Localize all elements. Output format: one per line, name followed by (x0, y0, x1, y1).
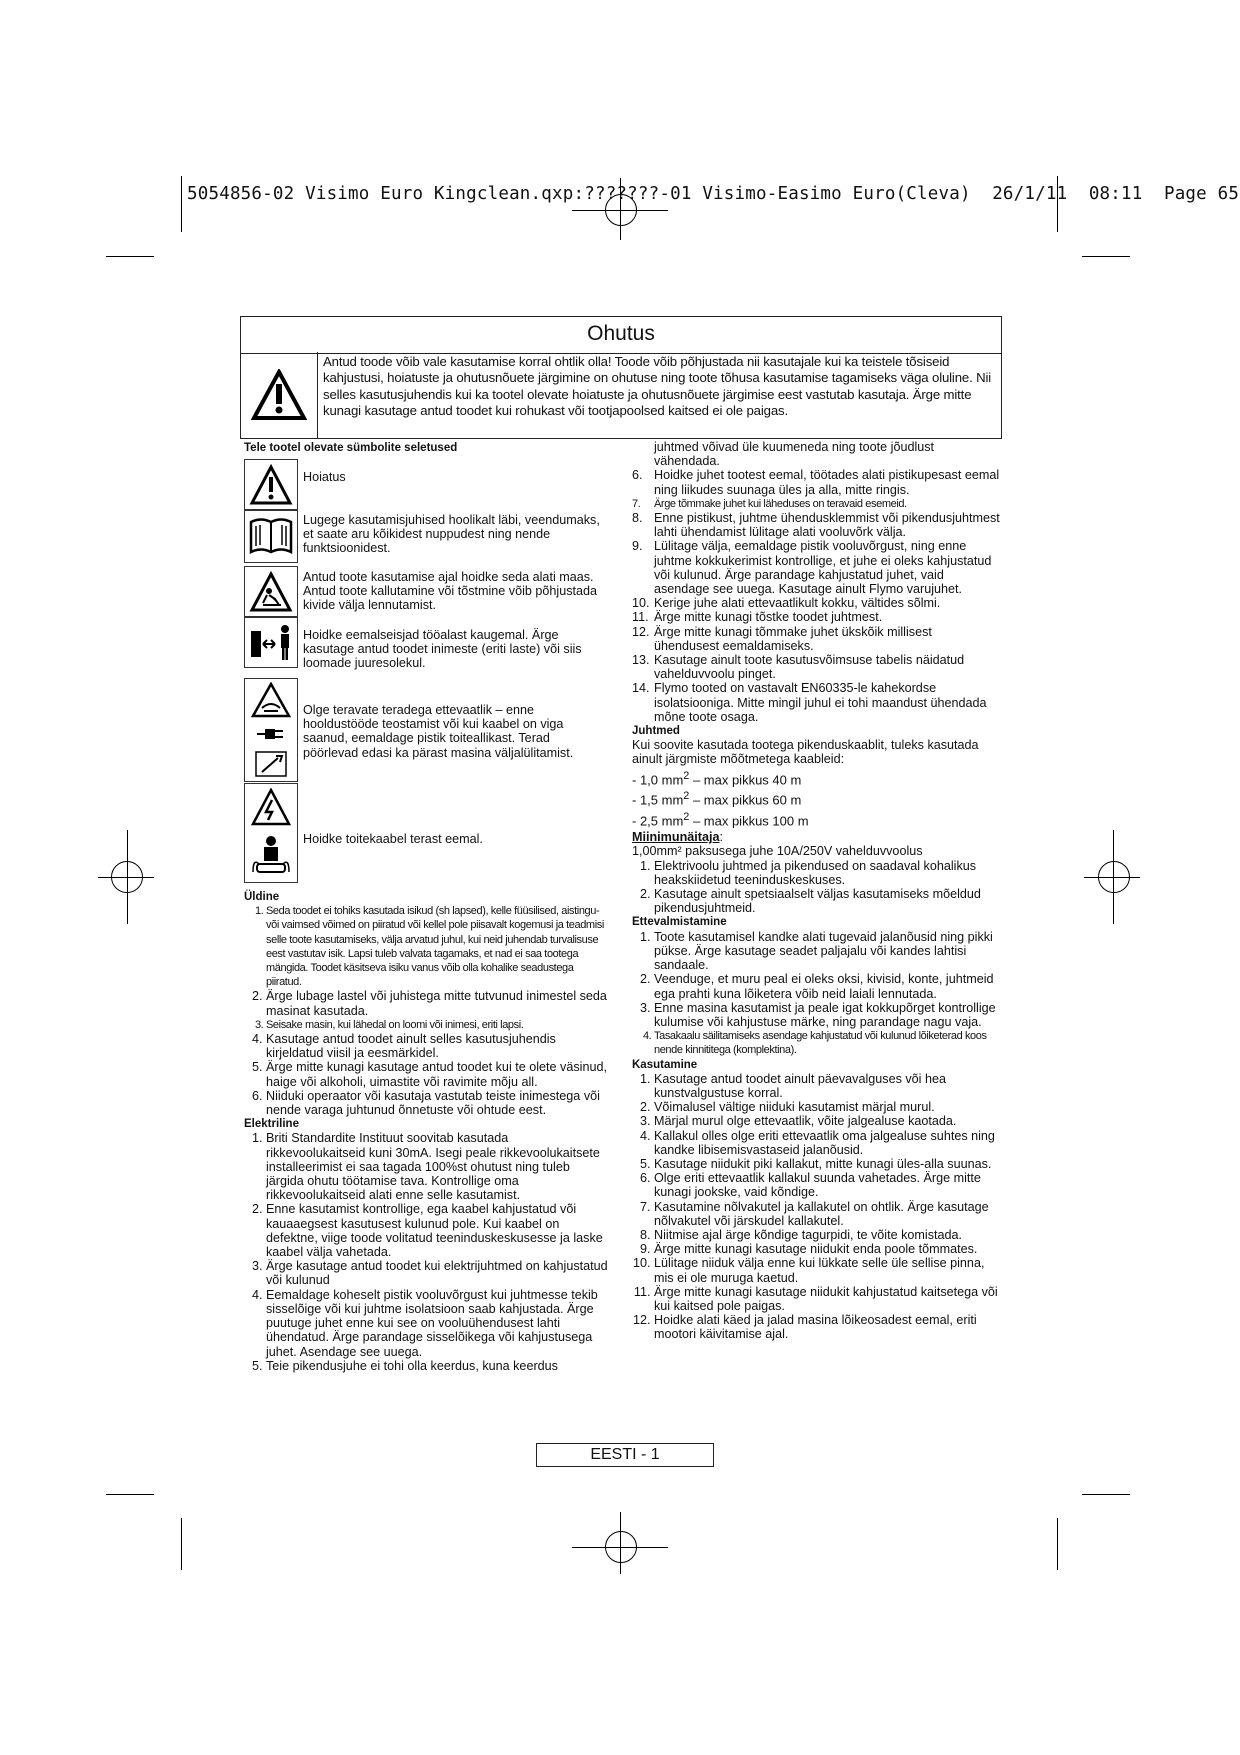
symbols-heading: Tele tootel olevate sümbolite seletused (244, 442, 458, 454)
list-item: Enne pistikust, juhtme ühendusklemmist või pikendusjuhtmest lahti ühendamist lülitage alati vooluvõrk välja. (654, 511, 1000, 540)
list-number: 12. (632, 624, 650, 639)
list-item: 1. Seda toodet ei tohiks kasutada isikud (sh lapsed), kelle füüsilised, aistingu- või vaimsed võimed on piiratud või kellel pole piisavalt kogemusi ja teadmisi selle toote kasutamiseks, välja arvatud juhul, kui neid juhendab turvalisuse eest vastutav isik. Lapsi tuleb valvata tagamaks, et nad ei saa tootega mängida. Toodet käsitseva isiku vanus võib olla kohalike seadustega piiratud. (266, 904, 608, 989)
list-item: 10. Lülitage niiduk välja enne kui lükkate selle üle sellise pinna, mis ei ole muruga kaetud. (654, 1256, 1000, 1284)
cable-size: - 1,5 mm (632, 792, 684, 808)
electrical-continued-list (632, 468, 1000, 724)
intro-text: Antud toode võib vale kasutamise korral ohtlik olla! Toode võib põhjustada nii kasutajale kui ka teistele tõsiseid kahjustusi, hoiatuste ja ohutusnõuete järgimine on ohutuse ning toote tõhusa kasutamise tagamiseks väga oluline. Nii selles kasutusjuhendis kui ka tootel olevate hoiatuste ja ohutusnõuete järgimise eest vastutab kasutaja. Ärge mitte kunagi kasutage antud toodet kui rohukast või tootjapoolsed kaitsed ei ole paigas. (323, 354, 992, 419)
list-number: 11. (632, 610, 649, 625)
book-icon (248, 516, 294, 556)
cable-size-row (632, 810, 1000, 829)
general-list (244, 904, 608, 1117)
list-item: 2. Kasutage ainult spetsiaalselt väljas kasutamiseks mõeldud pikendusjuhtmeid. (654, 887, 1000, 915)
page-footer: EESTI - 1 (536, 1443, 714, 1467)
crop-mark (1057, 1518, 1058, 1570)
list-item: Ärge mitte kunagi tõstke toodet juhtmest. (654, 610, 883, 625)
list-item: 2. Ärge lubage lastel või juhistega mitte tutvunud inimestel seda masinat kasutada. (266, 989, 608, 1017)
list-number: 13. (632, 653, 650, 668)
list-item: 2. Võimalusel vältige niiduki kasutamist märjal murul. (654, 1100, 1000, 1114)
list-item: 5. Ärge mitte kunagi kasutage antud toodet kui te olete väsinud, haige või alkoholi, uimastite või ravimite mõju all. (266, 1060, 608, 1088)
crop-mark (1082, 1494, 1130, 1495)
list-item: Kerige juhe alati ettevaatlikult kokku, vältides sõlmi. (654, 596, 941, 611)
registration-line (620, 1512, 621, 1574)
list-item: 9. Ärge mitte kunagi kasutage niidukit enda poole tõmmates. (654, 1242, 1000, 1256)
list-item: 5. Teie pikendusjuhe ei tohi olla keerdus, kuna keerdus (266, 1359, 608, 1373)
left-column-lists (244, 890, 608, 1373)
cable-unit-sup: 2 (683, 769, 690, 782)
page-title: Ohutus (240, 316, 1002, 354)
cable-mower-icon (249, 834, 293, 878)
cable-length: – max pikkus 60 m (689, 792, 802, 808)
preparation-list (632, 930, 1000, 1058)
list-item: 4. Tasakaalu säilitamiseks asendage kahjustatud või kulunud lõiketerad koos nende kinnititega (komplektina). (654, 1029, 1000, 1057)
symbol-text: Olge teravate teradega ettevaatlik – enne hooldustööde teostamist või kui kaabel on viga saanud, eemaldage pistik toiteallikast. Terad pöörlevad edasi ka pärast masina väljalülitamist. (303, 703, 574, 760)
keep-distance-icon (248, 621, 294, 663)
list-item: 1. Kasutage antud toodet ainult päevavalguses või hea kunstvalgustuse korral. (654, 1072, 1000, 1100)
list-item: 3. Enne masina kasutamist ja peale igat kokkupõrget kontrollige kulumise või kahjustuse märke, ning parandage nagu vaja. (654, 1001, 1000, 1029)
list-item: 1. Briti Standardite Instituut soovitab kasutada rikkevoolukaitseid kuni 30mA. Isegi peale rikkevoolukaitsete installeerimist ei saa tagada 100%st ohutust ning tuleb järgida ohutu töötamise tava. Kontrollige oma rikkevoolukaitseid alati enne selle kasutamist. (266, 1131, 608, 1202)
list-number: 14. (632, 681, 650, 696)
cables-heading: Juhtmed (632, 725, 680, 738)
right-column (632, 440, 1000, 1342)
list-item: 12. Hoidke alati käed ja jalad masina lõikeosadest eemal, eriti mootori käivitamise ajal. (654, 1313, 1000, 1341)
registration-line (1113, 830, 1114, 924)
list-item: 4. Kasutage antud toodet ainult selles kasutusjuhendis kirjeldatud viisil ja eesmärkidel. (266, 1032, 608, 1060)
crop-mark (1082, 256, 1130, 257)
colon: : (719, 830, 723, 845)
preparation-heading: Ettevalmistamine (632, 916, 727, 929)
symbol-text: Hoiatus (303, 470, 346, 484)
list-item: 3. Märjal murul olge ettevaatlik, võite jalgealuse kaotada. (654, 1114, 1000, 1128)
cable-unit-sup: 2 (683, 790, 690, 803)
registration-line (127, 830, 128, 924)
cable-length: – max pikkus 100 m (689, 813, 809, 829)
list-item: 3. Seisake masin, kui lähedal on loomi või inimesi, eriti lapsi. (266, 1018, 608, 1032)
registration-line (98, 877, 154, 878)
list-item: 4. Eemaldage koheselt pistik vooluvõrgust kui juhtmesse tekib sisselõige või kui juhtme isolatsioon saab kahjustada. Ärge puutuge juhet enne kui see on vooluühendusest lahti ühendatud. Ärge parandage sisselõikega või kahjustusega juhet. Asendage see uuega. (266, 1288, 608, 1359)
list-number: 10. (632, 596, 650, 611)
min-rating-text: 1,00mm² paksusega juhe 10A/250V vahelduvvoolus (632, 844, 923, 859)
list-item: 3. Ärge kasutage antud toodet kui elektrijuhtmed on kahjustatud või kulunud (266, 1259, 608, 1287)
symbol-box-thrown-objects (244, 566, 298, 618)
min-rating-heading: Miinimunäitaja (632, 830, 720, 845)
symbol-text: Hoidke toitekaabel terast eemal. (303, 832, 483, 846)
cable-size: - 1,0 mm (632, 772, 684, 787)
symbol-box-electric-shock (244, 783, 298, 883)
print-slug: 5054856-02 Visimo Euro Kingclean.qxp:???????-01 Visimo-Easimo Euro(Cleva) 26/1/11 08:11 Page 65 (187, 184, 1240, 204)
list-number: 7. (632, 497, 641, 510)
list-item: Flymo tooted on vastavalt EN60335-le kahekordse isolatsiooniga. Mitte mingil juhul ei tohi maandust ühendada mõne toote osaga. (654, 681, 987, 724)
symbol-text: Hoidke eemalseisjad tööalast kaugemal. Ärge kasutage antud toodet inimeste (eriti laste) või siis loomade juuresolekul. (303, 628, 582, 671)
symbol-box-warning (244, 459, 298, 511)
usage-list (632, 1072, 1000, 1342)
list-item: Ärge tõmmake juhet kui läheduses on teravaid esemeid. (654, 497, 907, 510)
list-number: 9. (632, 539, 643, 554)
spanner-icon (254, 750, 288, 778)
crop-mark (106, 1494, 154, 1495)
min-rating-list (632, 859, 1000, 916)
blade-hazard-icon (250, 682, 292, 718)
list-item: 1. Elektrivoolu juhtmed ja pikendused on saadaval kohalikus heakskiidetud teeninduskeskuses. (654, 859, 1000, 887)
registration-line (1084, 877, 1140, 878)
electrical-list (244, 1131, 608, 1372)
symbol-box-blade-hazard (244, 678, 298, 782)
list-item: 2. Enne kasutamist kontrollige, ega kaabel kahjustatud või kauaaegsest kasutusest kulunud pole. Kui kaabel on defektne, viige toode volitatud teeninduskeskusesse ja laske kaabel välja vahetada. (266, 1202, 608, 1259)
crop-mark (106, 256, 154, 257)
cable-size-row (632, 789, 1000, 808)
cable-length: – max pikkus 40 m (689, 772, 802, 787)
warning-triangle-icon (241, 352, 318, 438)
usage-heading: Kasutamine (632, 1058, 698, 1071)
crop-mark (181, 1518, 182, 1570)
list-item: 4. Kallakul olles olge eriti ettevaatlik oma jalgealuse suhtes ning kandke libisemisvastaseid jalanõusid. (654, 1129, 1000, 1157)
thrown-objects-icon (249, 571, 293, 613)
symbol-text: Lugege kasutamisjuhised hoolikalt läbi, veendumaks, et saate aru kõikidest nuppudest ning nende funktsioonidest. (303, 513, 600, 556)
list-item: Lülitage välja, eemaldage pistik vooluvõrgust, ning enne juhtme kokkukerimist kontrollige, et juhe ei oleks kahjustatud või kulunud. Ärge parandage kahjustatud juhet, vaid asendage see uuega. Kasutage ainult Flymo varujuhet. (654, 539, 992, 597)
list-number: 6. (632, 468, 643, 483)
list-item: 7. Kasutamine nõlvakutel ja kallakutel on ohtlik. Ärge kasutage nõlvakutel või järskudel kallakutel. (654, 1200, 1000, 1228)
electric-shock-icon (250, 788, 292, 826)
list-item: 6. Olge eriti ettevaatlik kallakul suunda vahetades. Ärge mitte kunagi jookske, vaid kõndige. (654, 1171, 1000, 1199)
intro-warning-box (240, 352, 1002, 439)
list-item: 2. Veenduge, et muru peal ei oleks oksi, kivisid, konte, juhtmeid ega prahti kuna lõiketera võib neid laiali lennutada. (654, 972, 1000, 1000)
electrical-continued-text: juhtmed võivad üle kuumeneda ning toote jõudlust vähendada. (654, 440, 935, 469)
cable-size-row (632, 769, 1000, 788)
list-number: 8. (632, 511, 643, 526)
list-item: Kasutage ainult toote kasutusvõimsuse tabelis näidatud vahelduvvoolu pinget. (654, 653, 965, 682)
plug-icon (253, 724, 289, 744)
list-item: 1. Toote kasutamisel kandke alati tugevaid jalanõusid ning pikki pükse. Ärge kasutage seadet paljajalu või kandes lahtisi sandaale. (654, 930, 1000, 973)
list-item: 6. Niiduki operaator või kasutaja vastutab teiste inimestega või nende varaga juhtunud õnnetuste või ohtude eest. (266, 1089, 608, 1117)
symbol-text: Antud toote kasutamise ajal hoidke seda alati maas. Antud toote kallutamine või tõstmine võib põhjustada kivide välja lennutamist. (303, 570, 598, 613)
electrical-heading: Elektriline (244, 1118, 299, 1131)
list-item: 8. Niitmise ajal ärge kõndige tagurpidi, te võite komistada. (654, 1228, 1000, 1242)
crop-mark (181, 176, 182, 232)
cables-intro: Kui soovite kasutada tootega pikenduskaablit, tuleks kasutada ainult järgmiste mõõtmetega kaableid: (632, 738, 979, 767)
symbol-box-book (244, 509, 298, 563)
cable-unit-sup: 2 (683, 810, 690, 823)
general-heading: Üldine (244, 891, 280, 903)
list-item: 11. Ärge mitte kunagi kasutage niidukit kahjustatud kaitsetega või kui kaitsed pole paigas. (654, 1285, 1000, 1313)
symbol-box-keep-distance (244, 616, 298, 668)
cable-size: - 2,5 mm (632, 813, 684, 829)
list-item: 5. Kasutage niidukit piki kallakut, mitte kunagi üles-alla suunas. (654, 1157, 1000, 1171)
list-item: Ärge mitte kunagi tõmmake juhet ükskõik millisest ühendusest eemaldamiseks. (654, 624, 932, 653)
warning-triangle-icon (249, 464, 293, 506)
min-rating-heading-row (632, 830, 1000, 844)
list-item: Hoidke juhet tootest eemal, töötades alati pistikupesast eemal ning liikudes suunaga üles ja alla, mitte ringis. (654, 468, 1000, 497)
